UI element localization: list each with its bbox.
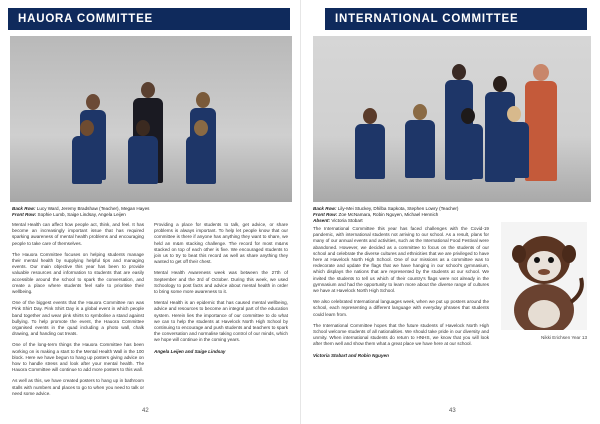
person-figure xyxy=(355,106,385,202)
monkey-drawing-icon xyxy=(501,222,587,330)
page-number: 42 xyxy=(142,408,149,414)
student-artwork xyxy=(501,222,587,330)
paragraph: Mental Health can affect how people act, think, and feel. It has become an increasingly important issue that has required sparking awareness of mental health problems and encouraging people to take care of themselves. xyxy=(12,222,144,246)
paragraph: We also celebrated International languages week, when we put up posters around the school, each representing a different language with everyday phrases that students could learn from. xyxy=(313,299,489,317)
person-figure xyxy=(499,104,529,202)
caption-label: Absent: xyxy=(313,218,331,224)
person-figure xyxy=(453,106,483,202)
paragraph: Mental Health is an epidemic that has caused mental wellbeing, advice and resources to become an integral part of the education system. Herein lies the importance of our committee to do what we can to help the students at Havelock North High School by continuing to encourage and push students and teachers to spark the conversation and normalise taking control of our minds, which we hope will continue in the coming years. xyxy=(154,300,288,343)
paragraph: Providing a place for students to talk, get advice, or share problems is always important. To help let people know that our committee is there if anyone has anything they want to share, we held an m&m stacking challenge. The record for most m&ms stacked on top of each other is five. We encouraged students to join us to try to beat this record as well as share anything they wanted to get off their chest. xyxy=(154,222,288,265)
caption-names: Zoe McNamara, Robin Nguyen, Michael Hennich xyxy=(338,212,439,218)
article-column xyxy=(12,222,144,402)
committee-photo xyxy=(10,36,292,202)
committee-photo xyxy=(313,36,591,202)
caption-names: Victoria Stobart xyxy=(331,218,363,224)
page-title: HAUORA COMMITTEE xyxy=(8,8,290,30)
paragraph: Mental Health Awareness week was between the 27th of September and the 3rd of October. During this week, we used Schoology to post facts and advice about mental health in order to bring some more awareness to it. xyxy=(154,270,288,295)
caption-names: Lily-Mei Stuckey, Dhilba Sapkota, Stephen Lowry (Teacher) xyxy=(337,206,459,211)
person-figure xyxy=(525,62,557,202)
page-number: 43 xyxy=(449,408,456,414)
artwork-caption: Nikki Erichsen Year 13 xyxy=(541,335,587,340)
caption-label: Back Row: xyxy=(12,206,36,211)
author-signature: Victoria Stobart and Robin Nguyen xyxy=(313,352,389,358)
caption-label: Front Row: xyxy=(313,212,338,218)
person-figure xyxy=(186,118,216,202)
paragraph: One of the biggest events that the Hauora Committee ran was Pink Shirt Day. Pink Shirt Day is a global event in which people band together and wear pink shirts to symbolise a stand against bullying. To help promote the event, the Hauora Committee organised events in the quad including a photo wall, chalk drawing, and handing out treats. xyxy=(12,300,144,337)
paragraph: As well as this, we have created posters to hang up in bathroom stalls with numbers and places to go to when you need to talk or need some advice. xyxy=(12,378,144,396)
paragraph: The Hauora Committee focuses on helping students manage their mental health by supplying helpful tips and managing events. Our main objective this year has been to provide valuable resources and information to students that are easily accessible around the school to spark the conversation, and create a place where students feel safe to prioritise their wellbeing. xyxy=(12,251,144,295)
caption-label: Back Row: xyxy=(313,206,337,211)
page-right xyxy=(300,0,600,424)
person-figure xyxy=(72,118,102,202)
paragraph: The International Committee hopes that the future students of Havelock North High School welcome students of all nationalities. We should take pride in our diversity and unmity. When international students do return to HNHS, we know that you will look after them well and show them what a great place we have here at our school. xyxy=(313,322,489,347)
paragraph: One of the long-term things the Hauora Committee has been working on is making a start to the Mental Health Wall in the 100 block. Here we have begun to hang up posters giving advice on how to handle stress and look after your mental health. The Hauora Committee will continue to add more posters to this wall. xyxy=(12,342,144,373)
article-column xyxy=(313,226,489,364)
caption-label: Front Row: xyxy=(12,212,37,218)
caption-names: Lucy Ward, Jeremy Bradshaw (Teacher), Megan Hayes xyxy=(36,206,150,211)
page-title: INTERNATIONAL COMMITTEE xyxy=(325,8,587,30)
photo-caption xyxy=(12,206,282,218)
person-figure xyxy=(405,102,435,202)
paragraph: The International Committee this year has faced challenges with the Covid-19 pandemic, with international students not arriving to our school. As a result, plans for many of our annual events and activities, such as the International Food Festival were abandoned. However, we decided as a committee to focus on the students of our school and celebrate the diverse cultures and ethnicities that we are privileged to have here at Havelock North High School. One of our missions as a committee was to redecorate and update the flags that we have hanging in our school's gymnasium, which displays the nations that are represented by the students at our school. We invited the students to tell us which of their country's flags were not already in the gymnasium and had the opportunity to learn more about the diverse range of cultures we have at Havelock North High School. xyxy=(313,226,489,294)
person-figure xyxy=(128,118,158,202)
caption-names: Sophie Lumb, Saige Lindsay, Angela Leijen xyxy=(37,212,126,218)
author-signature: Angela Leijen and Saige Lindsay xyxy=(154,348,226,354)
article-column xyxy=(154,222,288,360)
